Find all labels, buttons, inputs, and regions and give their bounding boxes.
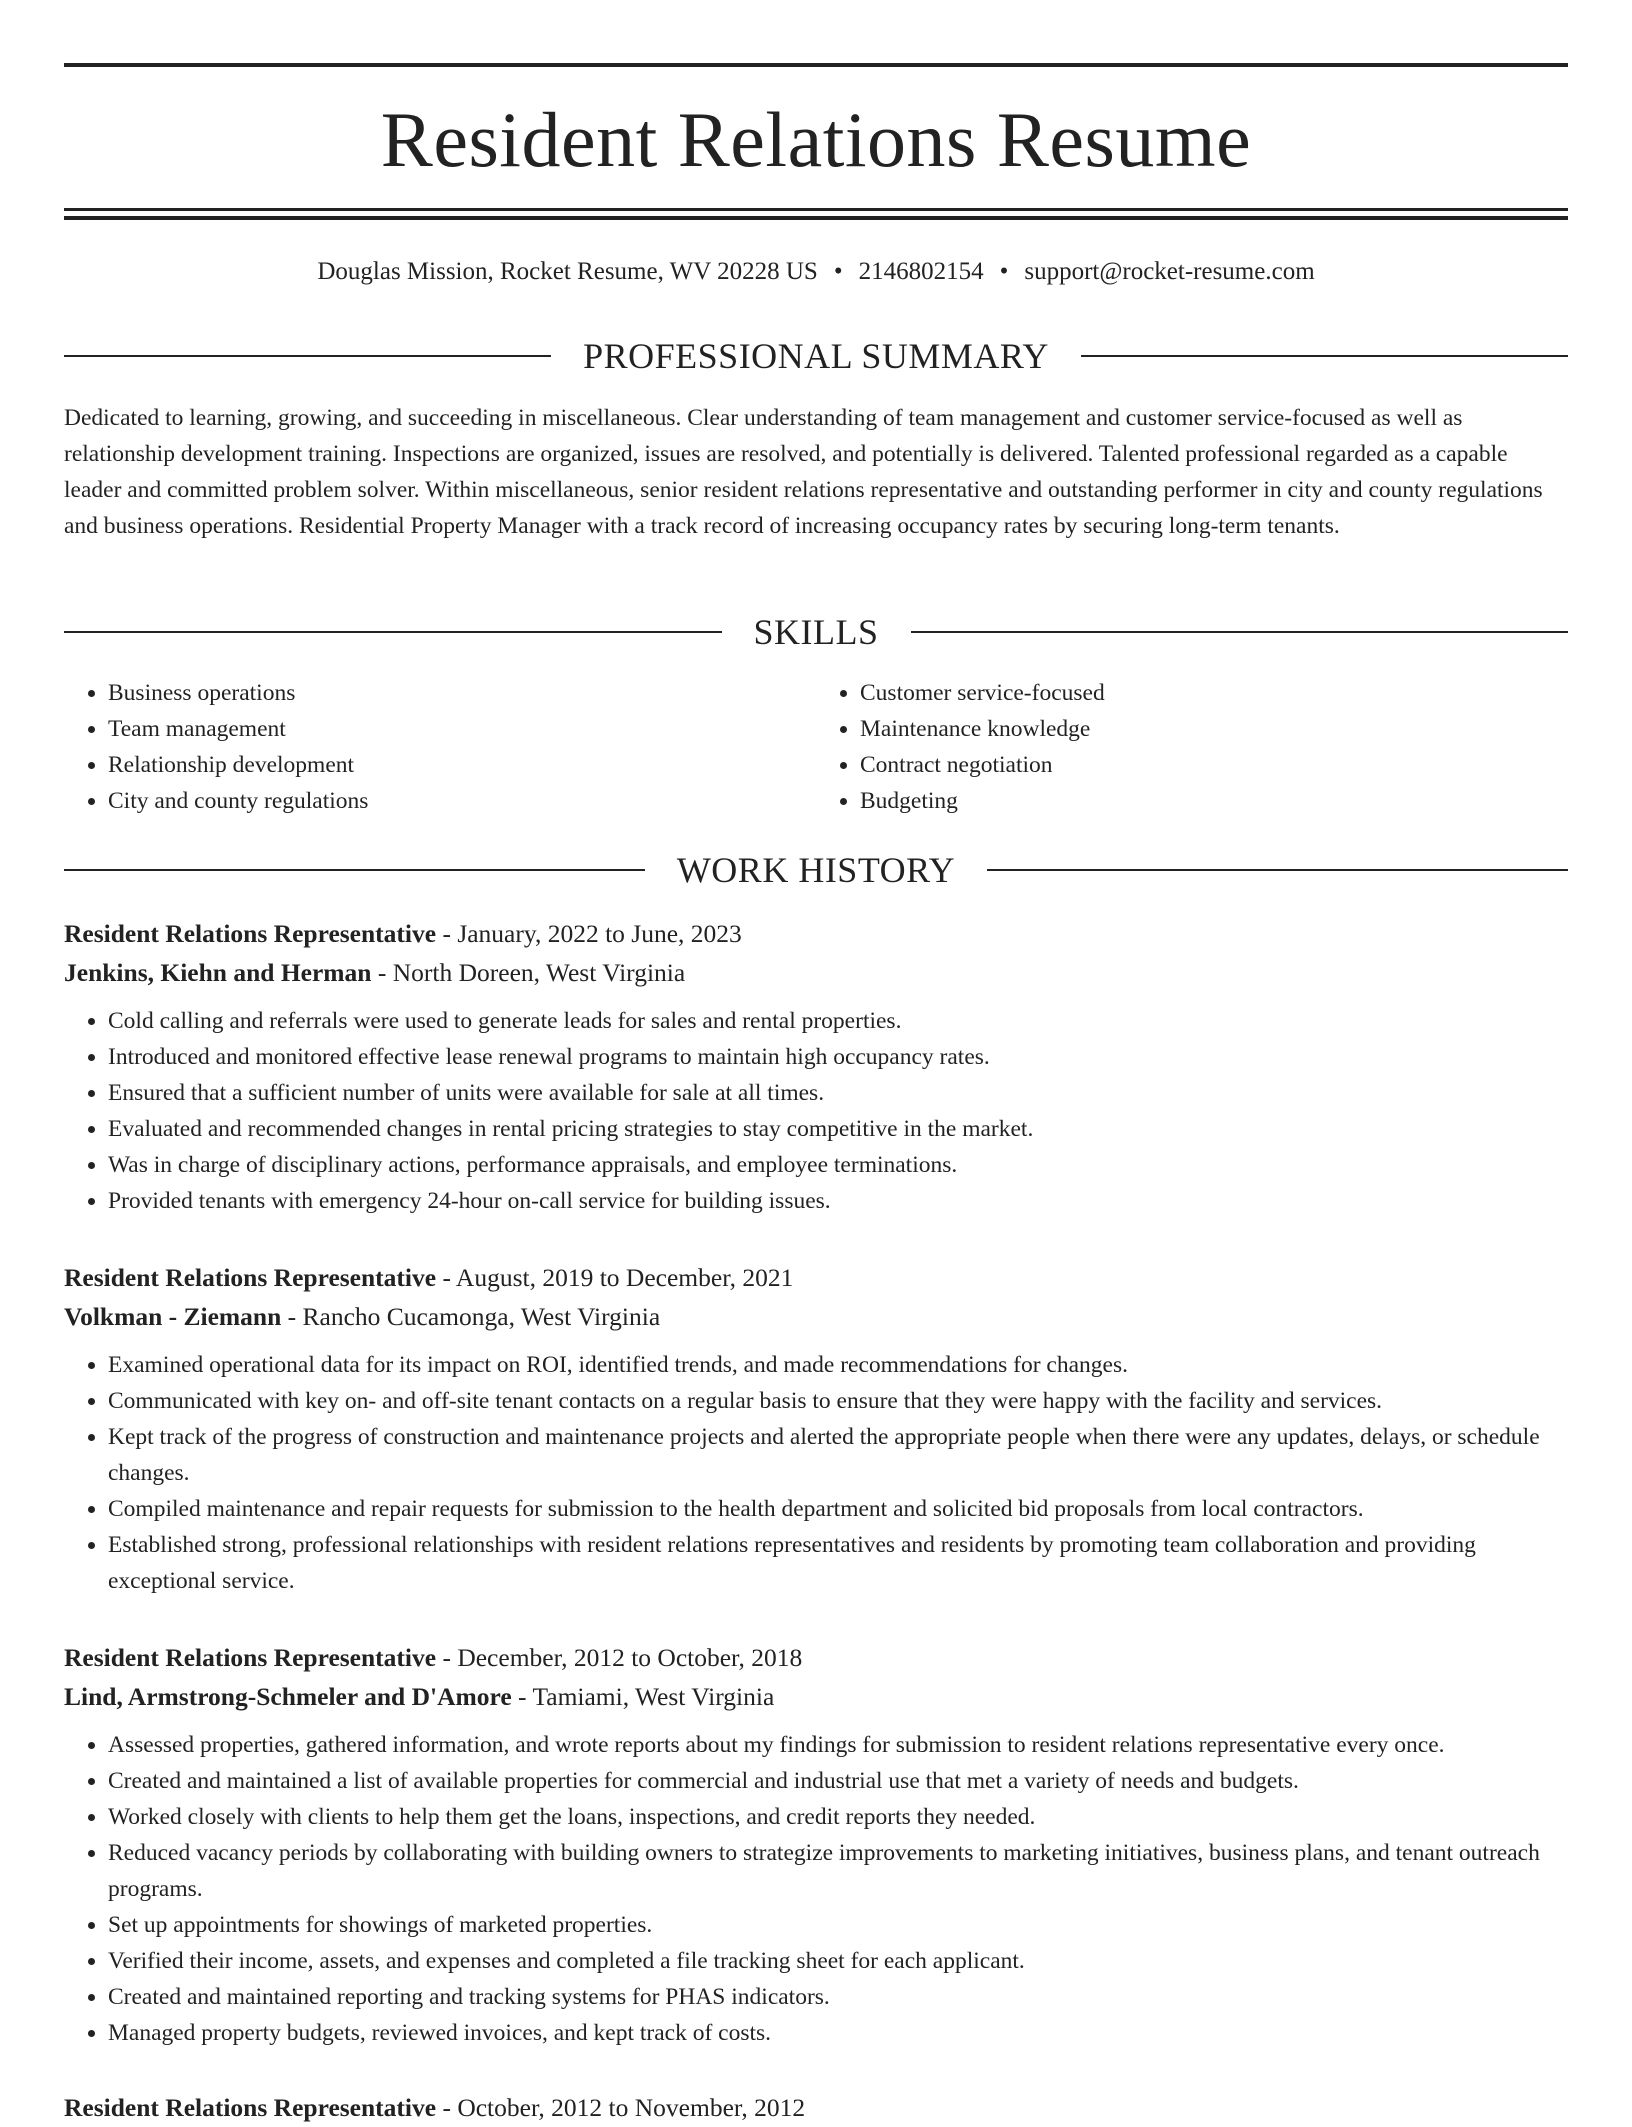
job-title: Resident Relations Representative (64, 1643, 437, 1672)
contact-phone: 2146802154 (858, 258, 984, 285)
job-company-line (64, 1677, 1568, 1716)
contact-line (64, 254, 1568, 290)
section-heading-summary (64, 334, 1568, 378)
job-bullet: • Evaluated and recommended changes in rental pricing strategies to stay competitive in the market. (108, 1111, 1568, 1147)
heading-rule-left (64, 869, 645, 871)
section-title: PROFESSIONAL SUMMARY (583, 336, 1049, 376)
job-location: - Tamiami, West Virginia (511, 1682, 775, 1711)
job-bullet: • Examined operational data for its impact on ROI, identified trends, and made recommendations for changes. (108, 1347, 1568, 1383)
job-company-line (64, 953, 1568, 992)
job-bullet: • Provided tenants with emergency 24-hour on-call service for building issues. (108, 1183, 1568, 1219)
job-bullet: • Introduced and monitored effective lease renewal programs to maintain high occupancy rates. (108, 1039, 1568, 1075)
skill-item: • Maintenance knowledge (860, 711, 1568, 747)
contact-separator: • (999, 258, 1009, 285)
heading-rule-right (987, 869, 1568, 871)
job-bullet: • Worked closely with clients to help them get the loans, inspections, and credit reports they needed. (108, 1799, 1568, 1835)
job-location: - Rancho Cucamonga, West Virginia (281, 1302, 661, 1331)
top-rule (64, 63, 1568, 67)
skills-list (64, 675, 1568, 819)
job-dates: - August, 2019 to December, 2021 (436, 1263, 794, 1292)
job-bullet: • Was in charge of disciplinary actions, performance appraisals, and employee terminations. (108, 1147, 1568, 1183)
job-dates: - January, 2022 to June, 2023 (436, 919, 742, 948)
skills-column-right (816, 675, 1568, 819)
job-bullet: • Verified their income, assets, and expenses and completed a file tracking sheet for each applicant. (108, 1943, 1568, 1979)
job-bullets (64, 1003, 1568, 1219)
job-bullet: • Created and maintained reporting and tracking systems for PHAS indicators. (108, 1979, 1568, 2015)
job-bullet: • Established strong, professional relationships with resident relations representatives and residents by promoting team collaboration and providing exceptional service. (108, 1527, 1568, 1599)
job-bullet: • Communicated with key on- and off-site tenant contacts on a regular basis to ensure that they were happy with the facility and services. (108, 1383, 1568, 1419)
skill-item: • Customer service-focused (860, 675, 1568, 711)
job-entry (64, 914, 1568, 1219)
section-heading-skills (64, 610, 1568, 654)
skill-item: • City and county regulations (108, 783, 816, 819)
job-bullet: • Set up appointments for showings of marketed properties. (108, 1907, 1568, 1943)
job-bullet: • Assessed properties, gathered information, and wrote reports about my findings for submission to resident relations representative every once. (108, 1727, 1568, 1763)
job-entry (64, 1638, 1568, 2051)
heading-rule-left (64, 355, 551, 357)
heading-rule-right (911, 631, 1569, 633)
job-entry (64, 1258, 1568, 1599)
job-bullet: • Ensured that a sufficient number of units were available for sale at all times. (108, 1075, 1568, 1111)
job-location: - North Doreen, West Virginia (371, 958, 686, 987)
job-title: Resident Relations Representative (64, 919, 437, 948)
professional-summary-text: Dedicated to learning, growing, and succeeding in miscellaneous. Clear understanding of team management and customer service-focused as well as relationship development training. Inspections are organized, issues are resolved, and potentially is delivered. Talented professional regarded as a capable leader and committed problem solver. Within miscellaneous, senior resident relations representative and outstanding performer in city and county regulations and business operations. Residential Property Manager with a track record of increasing occupancy rates by securing long-term tenants. (64, 405, 1543, 539)
section-heading-work-history (64, 848, 1568, 892)
skill-item: • Team management (108, 711, 816, 747)
contact-email[interactable]: support@rocket-resume.com (1024, 258, 1315, 285)
job-company-line (64, 1297, 1568, 1336)
job-entry (64, 2088, 1568, 2127)
job-dates: - October, 2012 to November, 2012 (436, 2093, 806, 2122)
title-double-rule (64, 208, 1568, 220)
job-company: Jenkins, Kiehn and Herman (64, 958, 372, 987)
job-bullets (64, 1727, 1568, 2051)
job-company: Lind, Armstrong-Schmeler and D'Amore (64, 1682, 512, 1711)
job-bullet: • Kept track of the progress of construction and maintenance projects and alerted the appropriate people when there were any updates, delays, or schedule changes. (108, 1419, 1568, 1491)
resume-title: Resident Relations Resume (380, 96, 1252, 183)
skill-item: • Business operations (108, 675, 816, 711)
section-title: WORK HISTORY (676, 850, 956, 890)
job-bullets (64, 1347, 1568, 1599)
job-title-line (64, 1258, 1568, 1297)
job-bullet: • Compiled maintenance and repair requests for submission to the health department and solicited bid proposals from local contractors. (108, 1491, 1568, 1527)
job-bullet: • Managed property budgets, reviewed invoices, and kept track of costs. (108, 2015, 1568, 2051)
job-dates: - December, 2012 to October, 2018 (436, 1643, 803, 1672)
skill-item: • Contract negotiation (860, 747, 1568, 783)
contact-address: Douglas Mission, Rocket Resume, WV 20228 US (317, 258, 818, 285)
section-title: SKILLS (753, 612, 879, 652)
skill-item: • Relationship development (108, 747, 816, 783)
skills-column-left (64, 675, 816, 819)
job-bullet: • Created and maintained a list of available properties for commercial and industrial use that met a variety of needs and budgets. (108, 1763, 1568, 1799)
skill-item: • Budgeting (860, 783, 1568, 819)
job-title-line (64, 1638, 1568, 1677)
heading-rule-right (1081, 355, 1568, 357)
job-bullet: • Reduced vacancy periods by collaborating with building owners to strategize improvements to marketing initiatives, business plans, and tenant outreach programs. (108, 1835, 1568, 1907)
job-title-line (64, 914, 1568, 953)
heading-rule-left (64, 631, 722, 633)
contact-separator: • (833, 258, 843, 285)
job-title: Resident Relations Representative (64, 1263, 437, 1292)
job-title: Resident Relations Representative (64, 2093, 437, 2122)
job-bullet: • Cold calling and referrals were used to generate leads for sales and rental properties. (108, 1003, 1568, 1039)
job-company: Volkman - Ziemann (64, 1302, 282, 1331)
job-title-line (64, 2088, 1568, 2127)
